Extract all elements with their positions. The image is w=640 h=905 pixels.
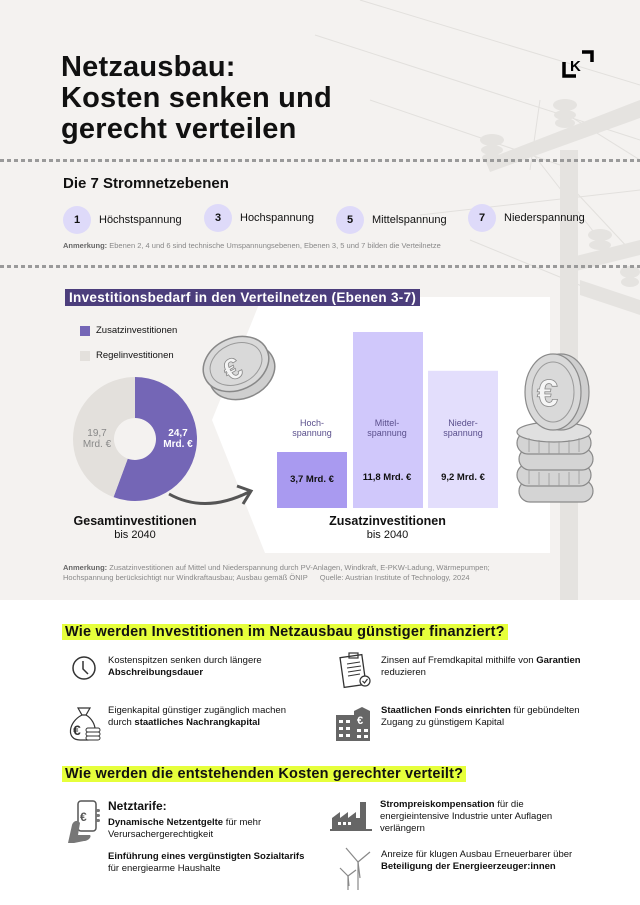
bar-caption-sub: bis 2040 bbox=[366, 529, 409, 541]
svg-text:€: € bbox=[357, 715, 364, 727]
bar-label-line: spannung bbox=[292, 428, 332, 438]
level-label: Hochspannung bbox=[240, 212, 315, 224]
distribution-item bbox=[380, 799, 590, 835]
item-text: Eigenkapital günstiger zugänglich machen durch bbox=[108, 705, 286, 728]
investment-heading: Investitionsbedarf in den Verteilnetzen (Ebenen 3-7) bbox=[65, 289, 420, 306]
clipboard-check-icon bbox=[338, 650, 374, 690]
level-number-badge: 1 bbox=[63, 206, 91, 234]
donut-caption: Gesamtinvestitionen bbox=[73, 514, 197, 528]
bar-caption: Zusatzinvestitionen bbox=[329, 514, 446, 528]
legend-label: Zusatzinvestitionen bbox=[96, 325, 178, 336]
item-text: für energiearme Haushalte bbox=[108, 863, 221, 874]
phone-euro-icon bbox=[66, 799, 102, 845]
investment-note bbox=[63, 563, 490, 583]
bar-2 bbox=[428, 371, 498, 508]
note-label: Anmerkung: bbox=[63, 563, 108, 572]
svg-text:€: € bbox=[537, 373, 559, 415]
distribution-heading: Wie werden die entstehenden Kosten gerechter verteilt? bbox=[62, 766, 466, 782]
euro-coin-icon bbox=[198, 330, 278, 405]
item-text-bold: Einführung eines vergünstigten Sozialtarifs bbox=[108, 851, 305, 862]
bar-category-label bbox=[428, 418, 498, 438]
bar-label-line: Nieder- bbox=[448, 418, 478, 428]
donut-label-regel bbox=[79, 428, 115, 450]
bar-value-label: 3,7 Mrd. € bbox=[290, 474, 334, 485]
wind-turbine-icon bbox=[336, 844, 372, 892]
donut-label-zusatz bbox=[158, 428, 198, 450]
bar-value-label: 11,8 Mrd. € bbox=[362, 472, 412, 483]
item-text-bold: Strompreiskompensation bbox=[380, 799, 495, 810]
euro-building-icon bbox=[334, 705, 372, 741]
item-text: Kostenspitzen senken durch längere bbox=[108, 655, 262, 666]
item-text: Zinsen auf Fremdkapital mithilfe von bbox=[381, 655, 537, 666]
level-label: Mittelspannung bbox=[372, 214, 447, 226]
level-label: Höchstspannung bbox=[99, 214, 182, 226]
donut-unit: Mrd. € bbox=[82, 439, 112, 450]
coin-stack-icon bbox=[515, 352, 597, 522]
financing-item bbox=[108, 655, 318, 679]
note-text: Ebenen 2, 4 und 6 sind technische Umspannungsebenen, Ebenen 3, 5 und 7 bilden die Verteilnetze bbox=[107, 241, 441, 250]
bar-value-label: 9,2 Mrd. € bbox=[441, 472, 485, 483]
donut-caption-sub: bis 2040 bbox=[114, 529, 156, 541]
item-text-bold: Abschreibungsdauer bbox=[108, 667, 204, 678]
item-text-bold: Beteiligung der Energieerzeuger:innen bbox=[381, 861, 556, 872]
bar-label-line: Hoch- bbox=[299, 418, 324, 428]
donut-value: 24,7 bbox=[168, 428, 188, 439]
level-label: Niederspannung bbox=[504, 212, 585, 224]
title-line-2: Kosten senken und bbox=[61, 82, 332, 114]
financing-item bbox=[381, 655, 591, 679]
source-text: Quelle: Austrian Institute of Technology, 2024 bbox=[319, 573, 470, 582]
donut-value: 19,7 bbox=[87, 428, 107, 439]
level-number-badge: 7 bbox=[468, 204, 496, 232]
svg-text:€: € bbox=[217, 351, 249, 389]
level-number-badge: 5 bbox=[336, 206, 364, 234]
item-text: für die energieintensive Industrie unter Auflagen verlängern bbox=[380, 799, 553, 834]
distribution-item bbox=[108, 851, 308, 875]
financing-item bbox=[108, 705, 308, 729]
bar-category-label bbox=[277, 418, 347, 438]
clock-icon bbox=[70, 654, 98, 682]
item-text: für mehr Verursachergerechtigkeit bbox=[108, 817, 262, 840]
note-label: Anmerkung: bbox=[63, 241, 108, 250]
item-text-bold: Staatlichen Fonds einrichten bbox=[381, 705, 511, 716]
item-text: für gebündelten Zugang zu günstigem Kapital bbox=[381, 705, 580, 728]
svg-text:€: € bbox=[80, 810, 87, 824]
item-text: reduzieren bbox=[381, 667, 426, 678]
bar-category-label bbox=[352, 418, 422, 438]
title-line-1: Netzausbau: bbox=[61, 51, 236, 83]
bar-label-line: spannung bbox=[443, 428, 483, 438]
item-text-bold: Garantien bbox=[536, 655, 581, 666]
distribution-item bbox=[381, 849, 591, 873]
money-bag-icon bbox=[66, 704, 102, 744]
bar-label-line: Mittel- bbox=[374, 418, 400, 428]
title-line-3: gerecht verteilen bbox=[61, 113, 297, 145]
legend-swatch bbox=[80, 326, 90, 336]
logo-letter: K bbox=[570, 58, 581, 75]
legend-item bbox=[80, 325, 177, 336]
item-text-bold: Dynamische Netzentgelte bbox=[108, 817, 224, 828]
note-text: Zusatzinvestitionen auf Mittel und Niederspannung durch PV-Anlagen, Windkraft, E-PKW-Ladung, Wärmepumpen; bbox=[107, 563, 490, 572]
svg-text:€: € bbox=[73, 722, 81, 738]
levels-heading: Die 7 Stromnetzebenen bbox=[63, 175, 229, 192]
financing-item bbox=[381, 705, 591, 729]
netztarife-heading: Netztarife: bbox=[108, 799, 167, 813]
level-number-badge: 3 bbox=[204, 204, 232, 232]
legend-swatch bbox=[80, 351, 90, 361]
bar-label-line: spannung bbox=[367, 428, 407, 438]
item-text-bold: staatliches Nachrangkapital bbox=[134, 717, 261, 728]
legend-label: Regelinvestitionen bbox=[96, 350, 174, 361]
factory-icon bbox=[330, 800, 372, 832]
financing-heading: Wie werden Investitionen im Netzausbau günstiger finanziert? bbox=[62, 624, 508, 640]
donut-unit: Mrd. € bbox=[163, 439, 193, 450]
note-text: Hochspannung berücksichtigt nur Windkraftausbau; Ausbau gemäß ÖNIP bbox=[63, 573, 308, 582]
item-text: Anreize für klugen Ausbau Erneuerbarer über bbox=[381, 849, 573, 860]
legend-item bbox=[80, 350, 174, 361]
distribution-item bbox=[108, 817, 308, 841]
